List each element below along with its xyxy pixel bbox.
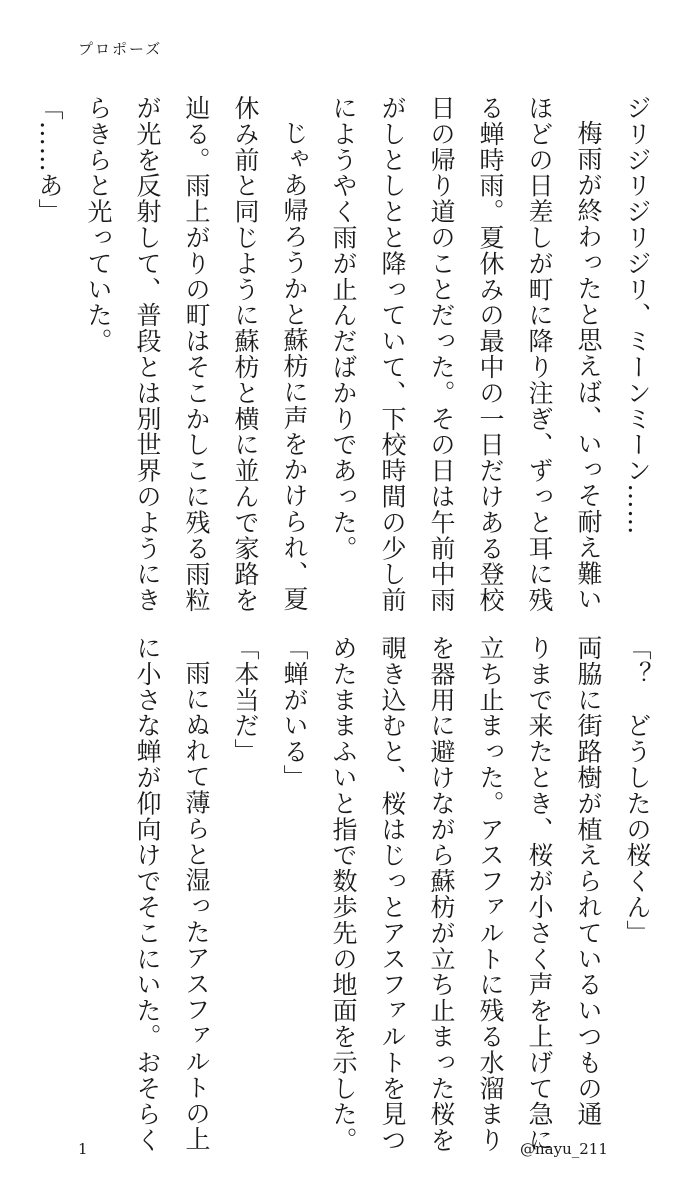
text-column: 「？ どうしたの桜くん」 (623, 635, 652, 946)
text-column: にようやく雨が止んだばかりであった。 (329, 95, 358, 562)
story-title: プロポーズ (78, 40, 163, 58)
text-column: 梅雨が終わったと思えば、いっそ耐え難い (574, 120, 603, 613)
text-column: りまで来たとき、桜が小さく声を上げて急に (525, 635, 554, 1153)
text-column: じゃあ帰ろうかと蘇枋に声をかけられ、夏 (280, 120, 309, 613)
text-column: がしとしとと降っていて、下校時間の少し前 (378, 95, 407, 613)
text-column: に小さな蝉が仰向けでそこにいた。おそらく (133, 635, 162, 1153)
text-column: る蝉時雨。夏休みの最中の一日だけある登校 (476, 95, 505, 613)
text-column: 辿る。雨上がりの町はそこかしこに残る雨粒 (182, 95, 211, 613)
author-handle: @nayu_211 (520, 1140, 608, 1158)
text-column: ほどの日差しが町に降り注ぎ、ずっと耳に残 (525, 95, 554, 613)
text-column: 両脇に街路樹が植えられているいつもの通 (574, 635, 603, 1128)
text-column: 覗き込むと、桜はじっとアスファルトを見つ (378, 635, 407, 1153)
text-column: 立ち止まった。アスファルトに残る水溜まり (476, 635, 505, 1153)
text-column: 日の帰り道のことだった。その日は午前中雨 (427, 95, 456, 613)
text-column: 「蝉がいる」 (280, 635, 309, 791)
text-column: 「……あ」 (35, 95, 64, 225)
page-number: 1 (78, 1140, 88, 1158)
text-column: ジリジリジリジリ、ミーンミーン…… (623, 95, 652, 536)
text-column: 「本当だ」 (231, 635, 260, 765)
text-column: らきらと光っていた。 (84, 95, 113, 354)
text-column: 雨にぬれて薄らと湿ったアスファルトの上 (182, 660, 211, 1153)
text-column: めたままふいと指で数歩先の地面を示した。 (329, 635, 358, 1153)
text-column: 休み前と同じように蘇枋と横に並んで家路を (231, 95, 260, 613)
text-column: を器用に避けながら蘇枋が立ち止まった桜を (427, 635, 456, 1153)
text-column: が光を反射して、普段とは別世界のようにき (133, 95, 162, 613)
